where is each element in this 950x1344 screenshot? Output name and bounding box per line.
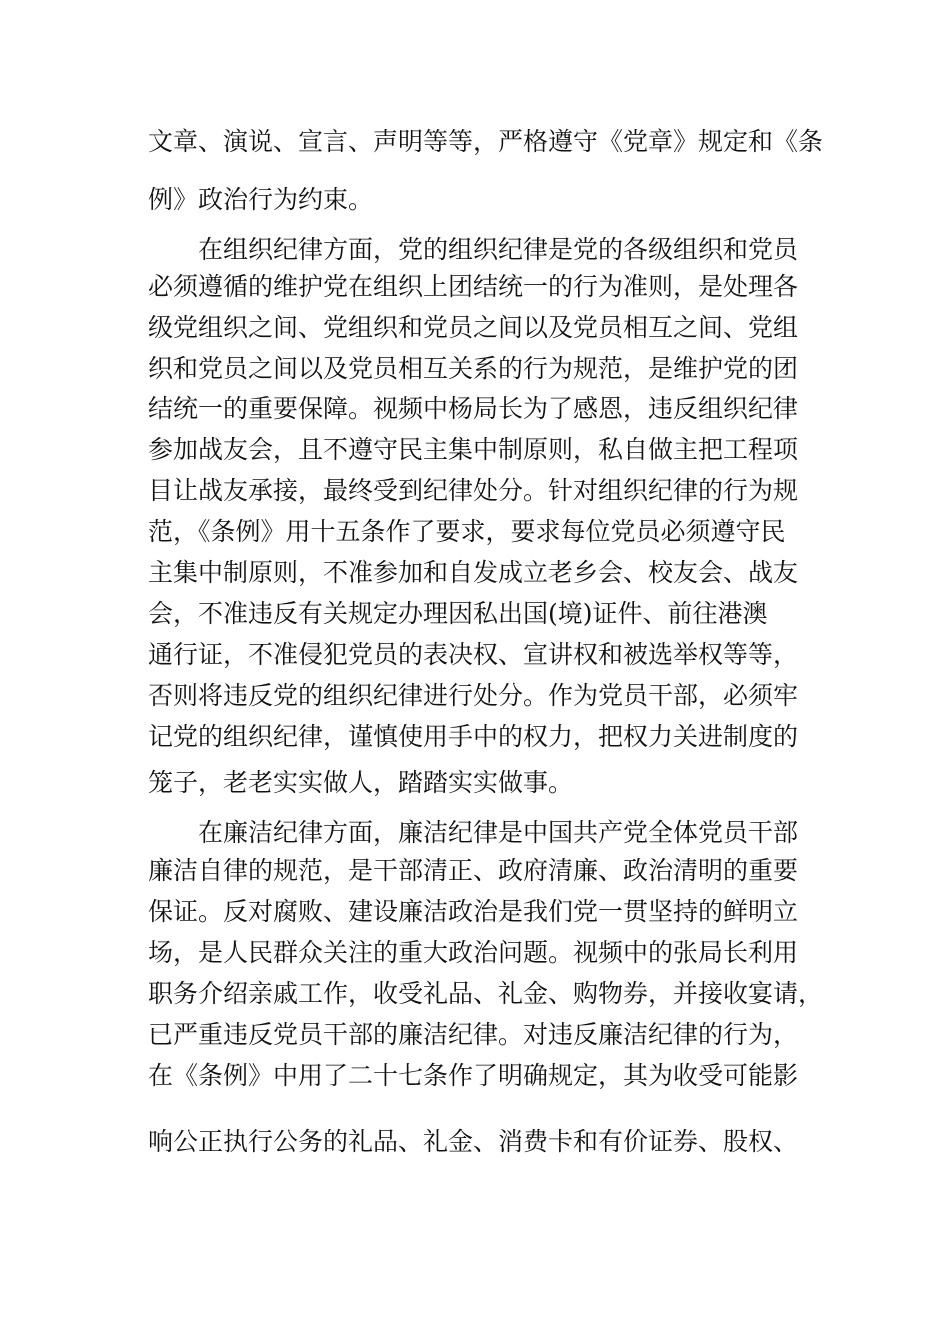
text-line-13: 通行证，不准侵犯党员的表决权、宣讲权和被选举权等等， xyxy=(148,640,799,669)
text-line-1: 文章、演说、宣言、声明等等，严格遵守《党章》规定和《条 xyxy=(148,127,824,156)
text-line-24: 响公正执行公务的礼品、礼金、消费卡和有价证券、股权、 xyxy=(148,1127,799,1156)
text-line-18: 廉洁自律的规范，是干部清正、政府清廉、政治清明的重要 xyxy=(148,856,799,885)
paragraph-organization-discipline-start: 在组织纪律方面，党的组织纪律是党的各级组织和党员 xyxy=(198,235,799,264)
text-line-19: 保证。反对腐败、建设廉洁政治是我们党一贯坚持的鲜明立 xyxy=(148,897,799,926)
text-line-7: 结统一的重要保障。视频中杨局长为了感恩，违反组织纪律 xyxy=(148,394,799,423)
text-line-15: 记党的组织纪律，谨慎使用手中的权力，把权力关进制度的 xyxy=(148,722,799,751)
text-line-2: 例》政治行为约束。 xyxy=(148,185,374,214)
text-line-11: 主集中制原则，不准参加和自发成立老乡会、校友会、战友 xyxy=(148,558,799,587)
text-line-4: 必须遵循的维护党在组织上团结统一的行为准则，是处理各 xyxy=(148,272,799,301)
text-line-20: 场，是人民群众关注的重大政治问题。视频中的张局长利用 xyxy=(148,938,799,967)
text-line-6: 织和党员之间以及党员相互关系的行为规范，是维护党的团 xyxy=(148,354,799,383)
text-line-22: 已严重违反党员干部的廉洁纪律。对违反廉洁纪律的行为， xyxy=(148,1020,799,1049)
text-line-10: 范，《条例》用十五条作了要求，要求每位党员必须遵守民 xyxy=(148,517,786,546)
text-line-12: 会，不准违反有关规定办理因私出国(境)证件、前往港澳 xyxy=(148,599,768,628)
text-line-8: 参加战友会，且不遵守民主集中制原则，私自做主把工程项 xyxy=(148,435,799,464)
text-line-16: 笼子，老老实实做人，踏踏实实做事。 xyxy=(148,768,574,797)
text-line-9: 目让战友承接，最终受到纪律处分。针对组织纪律的行为规 xyxy=(148,476,799,505)
paragraph-integrity-discipline-start: 在廉洁纪律方面，廉洁纪律是中国共产党全体党员干部 xyxy=(198,818,799,847)
text-line-21: 职务介绍亲戚工作，收受礼品、礼金、购物券，并接收宴请， xyxy=(148,979,824,1008)
text-line-23: 在《条例》中用了二十七条作了明确规定，其为收受可能影 xyxy=(148,1061,799,1090)
text-line-5: 级党组织之间、党组织和党员之间以及党员相互之间、党组 xyxy=(148,313,799,342)
text-line-14: 否则将违反党的组织纪律进行处分。作为党员干部，必须牢 xyxy=(148,681,799,710)
